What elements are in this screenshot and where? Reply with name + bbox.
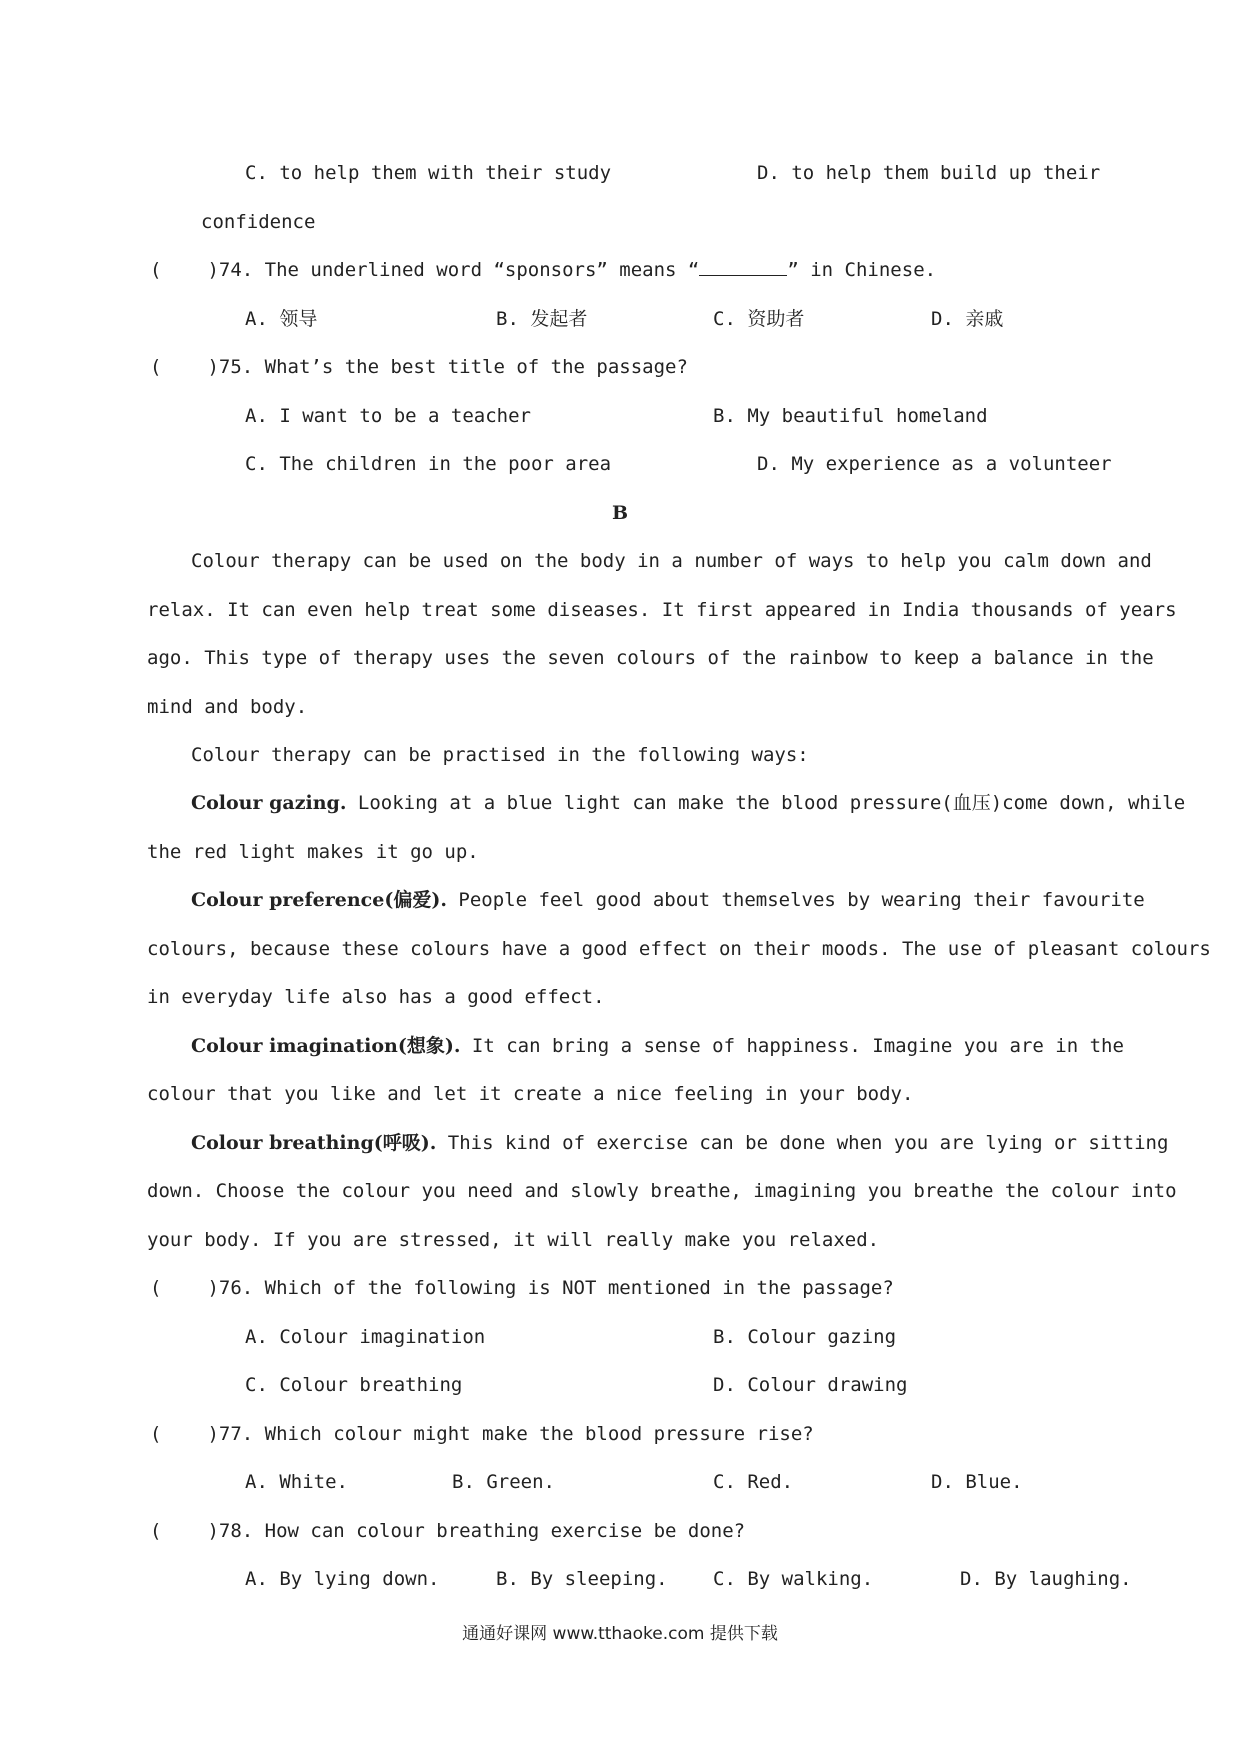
q77-option-d: D. Blue.	[931, 1471, 1023, 1493]
q74-option-a: A. 领导	[245, 308, 318, 330]
q74-option-d: D. 亲戚	[931, 308, 1004, 330]
question-text: What’s the best title of the passage?	[264, 356, 688, 378]
q75-option-b: B. My beautiful homeland	[713, 405, 988, 427]
passage-line: your body. If you are stressed, it will really make you relaxed.	[147, 1229, 880, 1251]
colour-preference-title: Colour preference(偏爱).	[191, 889, 447, 911]
option-d-prev-line1: D. to help them build up their	[757, 162, 1101, 184]
q76-option-c: C. Colour breathing	[245, 1374, 463, 1396]
option-c-prev: C. to help them with their study	[245, 162, 612, 184]
question-text: How can colour breathing exercise be done?	[264, 1520, 746, 1542]
answer-paren: (	[150, 1520, 162, 1542]
page-footer: 通通好课网 www.tthaoke.com 提供下载	[462, 1624, 778, 1644]
option-d-prev-line2: confidence	[201, 211, 316, 233]
question-74: ( )74. The underlined word “sponsors” means “ ” in Chinese.	[150, 259, 937, 281]
q74-option-b: B. 发起者	[496, 308, 588, 330]
answer-paren: (	[150, 1277, 162, 1299]
colour-breathing-title: Colour breathing(呼吸).	[191, 1132, 437, 1154]
answer-paren: (	[150, 1423, 162, 1445]
question-77: ( )77. Which colour might make the blood pressure rise?	[150, 1423, 814, 1445]
question-text: The underlined word “sponsors” means “	[264, 259, 700, 281]
q75-option-d: D. My experience as a volunteer	[757, 453, 1112, 475]
question-text: Which colour might make the blood pressure rise?	[264, 1423, 814, 1445]
answer-paren: (	[150, 356, 162, 378]
answer-paren: (	[150, 259, 162, 281]
passage-line: colours, because these colours have a good effect on their moods. The use of pleasant colours	[147, 938, 1211, 960]
q77-option-b: B. Green.	[452, 1471, 555, 1493]
colour-imagination-paragraph: Colour imagination(想象). It can bring a sense of happiness. Imagine you are in the	[191, 1035, 1124, 1057]
q74-option-c: C. 资助者	[713, 308, 805, 330]
passage-line: relax. It can even help treat some diseases. It first appeared in India thousands of years	[147, 599, 1177, 621]
question-text: Which of the following is NOT mentioned in the passage?	[264, 1277, 894, 1299]
q78-option-b: B. By sleeping.	[496, 1568, 668, 1590]
colour-gazing-paragraph: Colour gazing. Looking at a blue light can make the blood pressure(血压)come down, while	[191, 792, 1186, 814]
q76-option-d: D. Colour drawing	[713, 1374, 908, 1396]
question-78: ( )78. How can colour breathing exercise be done?	[150, 1520, 746, 1542]
colour-imagination-title: Colour imagination(想象).	[191, 1035, 461, 1057]
q78-option-d: D. By laughing.	[960, 1568, 1132, 1590]
passage-line: in everyday life also has a good effect.	[147, 986, 605, 1008]
passage-line: the red light makes it go up.	[147, 841, 479, 863]
answer-blank	[699, 257, 787, 276]
passage-line: Colour therapy can be used on the body in a number of ways to help you calm down and	[191, 550, 1152, 572]
passage-line: down. Choose the colour you need and slowly breathe, imagining you breathe the colour into	[147, 1180, 1177, 1202]
question-75: ( )75. What’s the best title of the passage?	[150, 356, 688, 378]
q77-option-c: C. Red.	[713, 1471, 794, 1493]
colour-breathing-paragraph: Colour breathing(呼吸). This kind of exercise can be done when you are lying or sitting	[191, 1132, 1169, 1154]
colour-gazing-title: Colour gazing.	[191, 792, 347, 814]
passage-intro: Colour therapy can be practised in the following ways:	[191, 744, 809, 766]
q77-option-a: A. White.	[245, 1471, 348, 1493]
question-76: ( )76. Which of the following is NOT mentioned in the passage?	[150, 1277, 894, 1299]
q76-option-b: B. Colour gazing	[713, 1326, 897, 1348]
section-heading: B	[611, 502, 629, 524]
q76-option-a: A. Colour imagination	[245, 1326, 486, 1348]
colour-preference-paragraph: Colour preference(偏爱). People feel good about themselves by wearing their favourite	[191, 889, 1145, 911]
q78-option-c: C. By walking.	[713, 1568, 874, 1590]
q75-option-c: C. The children in the poor area	[245, 453, 612, 475]
passage-line: mind and body.	[147, 696, 308, 718]
q75-option-a: A. I want to be a teacher	[245, 405, 531, 427]
q78-option-a: A. By lying down.	[245, 1568, 440, 1590]
passage-line: colour that you like and let it create a nice feeling in your body.	[147, 1083, 914, 1105]
passage-line: ago. This type of therapy uses the seven colours of the rainbow to keep a balance in the	[147, 647, 1154, 669]
